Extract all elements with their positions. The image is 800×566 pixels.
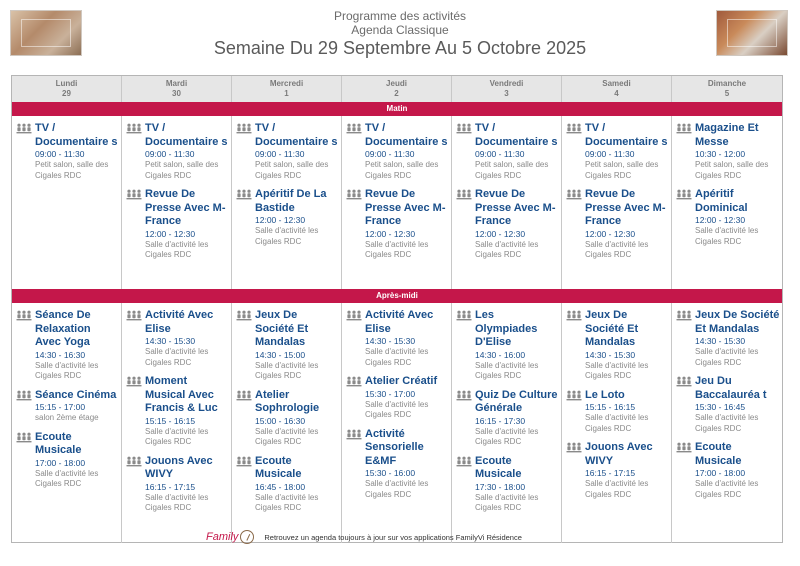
group-activity-icon — [16, 122, 35, 181]
activity-item[interactable] — [346, 188, 449, 261]
day-name: Jeudi — [386, 79, 407, 88]
group-activity-icon — [676, 375, 695, 434]
activity-title: Les Olympiades D'Elise — [475, 309, 538, 348]
day-name: Samedi — [602, 79, 631, 88]
activity-time: 09:00 - 11:30 — [255, 149, 305, 159]
activity-title: Quiz De Culture Générale — [475, 388, 558, 414]
day-date: 3 — [504, 89, 509, 98]
activity-place: Petit salon, salle des Cigales RDC — [145, 160, 219, 180]
group-activity-icon — [16, 431, 35, 490]
activity-place: Salle d'activité les Cigales RDC — [145, 426, 209, 446]
activity-item[interactable] — [676, 375, 780, 434]
activity-time: 15:15 - 16:15 — [145, 415, 196, 426]
activity-place: Salle d'activité les Cigales RDC — [365, 239, 429, 259]
activity-title: Apéritif Dominical — [695, 188, 748, 214]
day-column-lundi — [12, 116, 122, 289]
activity-title: Jeu Du Baccalauréa t — [695, 375, 767, 401]
activity-time: 16:15 - 17:15 — [145, 481, 196, 492]
activity-item[interactable] — [566, 441, 669, 500]
activity-time: 14:30 - 15:30 — [695, 336, 746, 346]
group-activity-icon — [16, 389, 35, 424]
activity-title: Séance Cinéma — [35, 388, 117, 401]
activity-title: Le Loto — [585, 388, 625, 401]
activity-title: TV / Documentaire s — [35, 122, 118, 148]
day-header-mercredi — [232, 76, 342, 102]
group-activity-icon — [566, 122, 585, 181]
group-activity-icon — [456, 122, 475, 181]
section-matin — [12, 116, 782, 289]
activity-place: salon 2ème étage — [35, 413, 99, 422]
activity-title: Revue De Presse Avec M-France — [145, 188, 226, 227]
activity-title: Magazine Et Messe — [695, 122, 759, 148]
activity-title: Apéritif De La Bastide — [255, 188, 327, 214]
group-activity-icon — [236, 122, 255, 181]
day-name: Dimanche — [707, 79, 747, 88]
group-activity-icon — [236, 389, 255, 448]
activity-time: 15:30 - 17:00 — [365, 388, 416, 399]
activity-place: Petit salon, salle des Cigales RDC — [585, 160, 659, 180]
activity-item[interactable] — [16, 122, 119, 181]
activity-item[interactable] — [676, 188, 780, 247]
group-activity-icon — [346, 375, 365, 421]
activity-title: Ecoute Musicale — [35, 430, 82, 456]
activity-place: Salle d'activité les Cigales RDC — [255, 492, 319, 512]
activity-item[interactable] — [236, 188, 339, 247]
day-date: 1 — [284, 89, 289, 98]
group-activity-icon — [16, 309, 35, 382]
activity-time: 16:15 - 17:15 — [585, 468, 636, 478]
page-title: Semaine Du 29 Septembre Au 5 Octobre 2025 — [213, 38, 587, 58]
activity-time: 15:00 - 16:30 — [255, 415, 306, 426]
activity-item[interactable] — [236, 122, 339, 181]
activity-place: Salle d'activité les Cigales RDC — [255, 226, 319, 246]
activity-item[interactable] — [126, 188, 229, 261]
activity-title: Séance De Relaxation Avec Yoga — [35, 309, 91, 348]
band-matin: Matin — [12, 102, 782, 116]
activity-item[interactable] — [456, 309, 559, 382]
group-activity-icon — [566, 441, 585, 500]
activity-title: Activité Sensorielle E&MF — [365, 427, 424, 467]
activity-item[interactable] — [566, 188, 669, 261]
activity-title: TV / Documentaire s — [365, 122, 448, 148]
header-agenda: Agenda Classique — [351, 23, 449, 37]
day-name: Vendredi — [489, 79, 524, 88]
activity-place: Salle d'activité les Cigales RDC — [365, 347, 429, 367]
group-activity-icon — [126, 122, 145, 181]
day-date: 4 — [614, 89, 619, 98]
familyvi-logo — [206, 530, 254, 544]
group-activity-icon — [676, 441, 695, 500]
activity-item[interactable] — [346, 428, 449, 501]
activity-time: 14:30 - 15:30 — [365, 336, 416, 346]
day-header-jeudi — [342, 76, 452, 102]
activity-time: 15:15 - 16:15 — [585, 402, 636, 412]
activity-title: Revue De Presse Avec M-France — [585, 188, 666, 227]
day-header-lundi — [12, 76, 122, 102]
activity-item[interactable] — [456, 188, 559, 261]
group-activity-icon — [236, 188, 255, 247]
band-apres-midi: Après-midi — [12, 289, 782, 303]
activity-item[interactable] — [16, 389, 119, 424]
day-column-dimanche — [672, 116, 782, 289]
day-name: Lundi — [55, 79, 78, 88]
activity-item[interactable] — [566, 122, 669, 181]
day-date: 5 — [724, 89, 730, 98]
activity-time: 10:30 - 12:00 — [695, 149, 746, 159]
activity-place: Salle d'activité les Cigales RDC — [145, 239, 209, 259]
day-name: Mardi — [165, 79, 188, 88]
activity-time: 17:00 - 18:00 — [35, 457, 86, 468]
group-activity-icon — [456, 188, 475, 261]
activity-title: Atelier Sophrologie — [255, 388, 320, 414]
activity-item[interactable] — [456, 389, 559, 448]
activity-time: 14:30 - 15:30 — [585, 349, 636, 360]
activity-item[interactable] — [126, 122, 229, 181]
activity-place: Petit salon, salle des Cigales RDC — [365, 160, 439, 180]
activity-place: Salle d'activité les Cigales RDC — [585, 360, 649, 380]
activity-title: Ecoute Musicale — [475, 454, 522, 480]
activity-time: 14:30 - 15:30 — [145, 336, 196, 346]
activity-title: Jouons Avec WIVY — [585, 441, 653, 467]
group-activity-icon — [346, 122, 365, 181]
activity-item[interactable] — [456, 455, 559, 514]
day-column-mardi — [122, 116, 232, 289]
activity-title: TV / Documentaire s — [585, 122, 668, 148]
group-activity-icon — [346, 428, 365, 501]
activity-item[interactable] — [126, 309, 229, 368]
activity-item[interactable] — [236, 389, 339, 448]
day-column-jeudi — [342, 116, 452, 289]
activity-place: Petit salon, salle des Cigales RDC — [695, 160, 769, 180]
activity-time: 12:00 - 12:30 — [255, 215, 306, 225]
activity-place: Salle d'activité les Cigales RDC — [365, 479, 429, 499]
activity-time: 09:00 - 11:30 — [475, 149, 525, 159]
activity-time: 09:00 - 11:30 — [145, 149, 195, 159]
activity-title: Revue De Presse Avec M-France — [475, 188, 556, 227]
day-column-samedi — [562, 303, 672, 543]
activity-time: 12:00 - 12:30 — [475, 228, 526, 239]
header-programme: Programme des activités — [333, 9, 467, 23]
day-header-dimanche — [672, 76, 782, 102]
activity-item[interactable] — [236, 455, 339, 514]
day-date: 29 — [62, 89, 71, 98]
activity-item[interactable] — [16, 431, 119, 490]
activity-item[interactable] — [676, 122, 780, 181]
activity-item[interactable] — [346, 375, 449, 421]
activity-place: Salle d'activité les Cigales RDC — [695, 413, 759, 433]
day-name: Mercredi — [269, 79, 304, 88]
activity-place: Salle d'activité les Cigales RDC — [145, 492, 209, 512]
logo-text: Family — [206, 531, 239, 543]
weekly-agenda-grid — [11, 75, 783, 543]
activity-item[interactable] — [346, 122, 449, 181]
day-column-mercredi — [232, 116, 342, 289]
logo-mark-icon — [240, 530, 254, 544]
activity-item[interactable] — [566, 389, 669, 435]
activity-title: Moment Musical Avec Francis & Luc — [145, 375, 218, 414]
activity-time: 15:15 - 17:00 — [35, 402, 86, 412]
activity-time: 12:00 - 12:30 — [145, 228, 196, 239]
day-header-mardi — [122, 76, 232, 102]
activity-item[interactable] — [16, 309, 119, 382]
activity-time: 16:15 - 17:30 — [475, 415, 526, 426]
group-activity-icon — [676, 309, 695, 368]
activity-time: 09:00 - 11:30 — [365, 149, 415, 159]
activity-place: Salle d'activité les Cigales RDC — [695, 347, 759, 367]
group-activity-icon — [346, 309, 365, 368]
activity-title: Activité Avec Elise — [365, 309, 434, 335]
activity-title: TV / Documentaire s — [255, 122, 338, 148]
activity-place: Salle d'activité les Cigales RDC — [695, 226, 759, 246]
activity-place: Salle d'activité les Cigales RDC — [585, 239, 649, 259]
activity-time: 14:30 - 16:00 — [475, 349, 526, 360]
activity-item[interactable] — [456, 122, 559, 181]
group-activity-icon — [456, 389, 475, 448]
activity-time: 16:45 - 18:00 — [255, 481, 306, 492]
activity-item[interactable] — [676, 309, 780, 368]
activity-place: Salle d'activité les Cigales RDC — [585, 413, 649, 433]
activity-place: Salle d'activité les Cigales RDC — [475, 360, 539, 380]
activity-place: Salle d'activité les Cigales RDC — [35, 360, 99, 380]
day-column-dimanche — [672, 303, 782, 543]
section-apres-midi — [12, 303, 782, 543]
group-activity-icon — [236, 455, 255, 514]
group-activity-icon — [456, 455, 475, 514]
day-column-mercredi — [232, 303, 342, 543]
activity-time: 09:00 - 11:30 — [585, 149, 635, 159]
activity-time: 17:00 - 18:00 — [695, 468, 746, 478]
day-date: 30 — [172, 89, 181, 98]
activity-place: Salle d'activité les Cigales RDC — [365, 399, 429, 419]
activity-item[interactable] — [236, 309, 339, 382]
activity-place: Salle d'activité les Cigales RDC — [35, 468, 99, 488]
activity-item[interactable] — [676, 441, 780, 500]
activity-title: Activité Avec Elise — [145, 309, 214, 335]
activity-title: Ecoute Musicale — [255, 454, 302, 480]
activity-time: 14:30 - 15:00 — [255, 349, 306, 360]
day-header-samedi — [562, 76, 672, 102]
activity-time: 15:30 - 16:45 — [695, 402, 746, 412]
activity-time: 17:30 - 18:00 — [475, 481, 526, 492]
page-header — [0, 9, 800, 59]
day-column-lundi — [12, 303, 122, 543]
activity-time: 12:00 - 12:30 — [585, 228, 636, 239]
activity-time: 12:00 - 12:30 — [695, 215, 746, 225]
activity-title: Revue De Presse Avec M-France — [365, 188, 446, 227]
group-activity-icon — [566, 389, 585, 435]
activity-time: 15:30 - 16:00 — [365, 468, 416, 478]
group-activity-icon — [126, 375, 145, 448]
activity-place: Salle d'activité les Cigales RDC — [145, 347, 209, 367]
activity-place: Petit salon, salle des Cigales RDC — [255, 160, 329, 180]
activity-item[interactable] — [346, 309, 449, 368]
activity-place: Petit salon, salle des Cigales RDC — [475, 160, 549, 180]
group-activity-icon — [676, 122, 695, 181]
group-activity-icon — [676, 188, 695, 247]
activity-time: 14:30 - 16:30 — [35, 349, 86, 360]
group-activity-icon — [456, 309, 475, 382]
activity-title: Jeux De Société Et Mandalas — [255, 309, 309, 348]
activity-item[interactable] — [126, 375, 229, 448]
activity-place: Salle d'activité les Cigales RDC — [475, 239, 539, 259]
activity-title: Jeux De Société Et Mandalas — [695, 309, 780, 335]
footer-text: Retrouvez un agenda toujours à jour sur vos applications FamilyVi Résidence — [264, 532, 522, 542]
group-activity-icon — [126, 455, 145, 514]
day-column-vendredi — [452, 303, 562, 543]
activity-time: 09:00 - 11:30 — [35, 149, 85, 159]
activity-title: Jouons Avec WIVY — [145, 454, 213, 480]
day-column-jeudi — [342, 303, 452, 543]
activity-title: Atelier Créatif — [365, 375, 438, 387]
day-column-samedi — [562, 116, 672, 289]
group-activity-icon — [566, 309, 585, 382]
day-column-vendredi — [452, 116, 562, 289]
group-activity-icon — [566, 188, 585, 261]
activity-title: Ecoute Musicale — [695, 441, 742, 467]
footer — [206, 529, 522, 545]
group-activity-icon — [236, 309, 255, 382]
activity-place: Salle d'activité les Cigales RDC — [255, 360, 319, 380]
group-activity-icon — [126, 309, 145, 368]
activity-place: Salle d'activité les Cigales RDC — [585, 479, 649, 499]
activity-title: TV / Documentaire s — [475, 122, 558, 148]
day-column-mardi — [122, 303, 232, 543]
day-date: 2 — [394, 89, 399, 98]
activity-place: Salle d'activité les Cigales RDC — [475, 426, 539, 446]
activity-item[interactable] — [566, 309, 669, 382]
group-activity-icon — [346, 188, 365, 261]
activity-place: Salle d'activité les Cigales RDC — [695, 479, 759, 499]
activity-item[interactable] — [126, 455, 229, 514]
activity-place: Salle d'activité les Cigales RDC — [255, 426, 319, 446]
activity-time: 12:00 - 12:30 — [365, 228, 416, 239]
activity-title: TV / Documentaire s — [145, 122, 228, 148]
activity-place: Petit salon, salle des Cigales RDC — [35, 160, 109, 180]
activity-title: Jeux De Société Et Mandalas — [585, 309, 639, 348]
day-header-vendredi — [452, 76, 562, 102]
activity-place: Salle d'activité les Cigales RDC — [475, 492, 539, 512]
group-activity-icon — [126, 188, 145, 261]
day-header-row — [12, 76, 782, 102]
